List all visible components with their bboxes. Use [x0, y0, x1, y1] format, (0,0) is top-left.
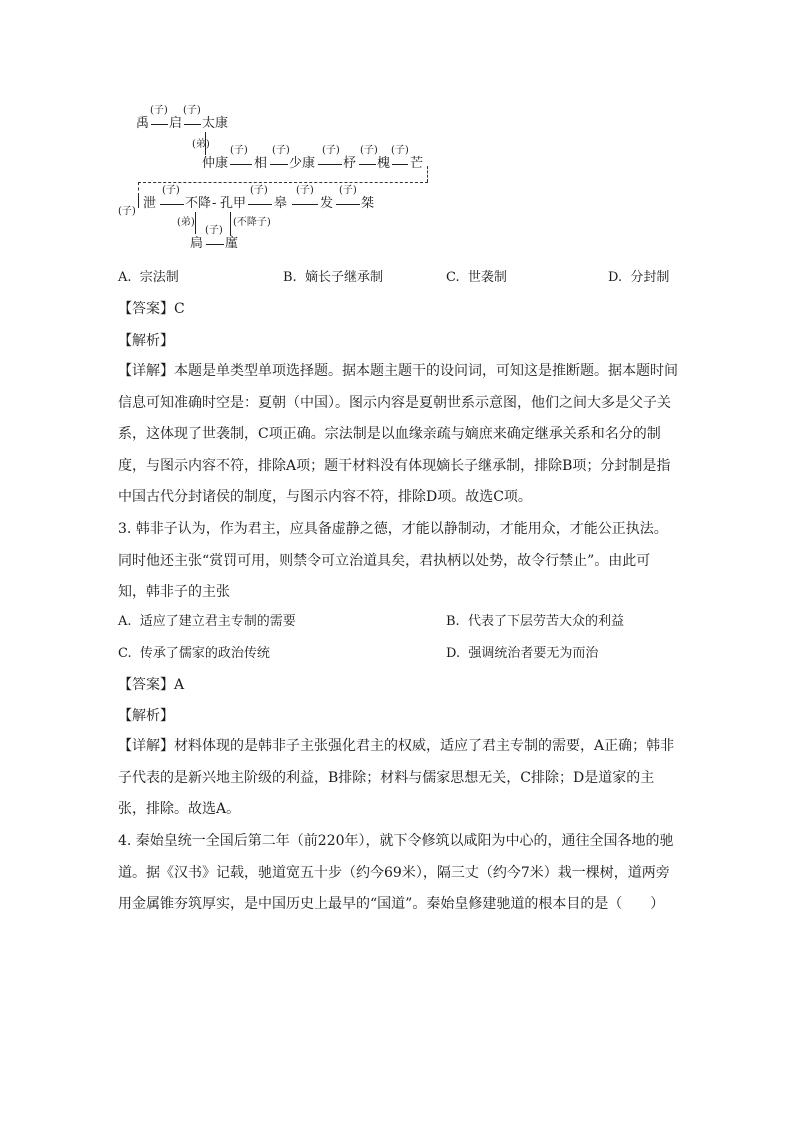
name-fa: 发: [320, 196, 334, 211]
label-son: (子): [150, 105, 168, 116]
option-letter: B.: [446, 614, 460, 629]
answer-tag: 【答案】: [118, 301, 174, 317]
q3-detail: 【详解】材料体现的是韩非子主张强化君主的权威，适应了君主专制的需要，A正确；韩非子代表的是新兴地主阶级的利益，B排除；材料与儒家思想无关，C排除；D是道家的主张，排除。故选A。: [118, 738, 675, 817]
answer-tag: 【答案】: [118, 677, 174, 693]
q2-option-c[interactable]: [446, 268, 507, 288]
q2-option-d[interactable]: [608, 268, 669, 288]
option-text: 嫡长子继承制: [304, 270, 383, 285]
option-letter: C.: [446, 270, 460, 285]
label-brother: (弟): [192, 139, 210, 150]
q2-option-b[interactable]: [283, 268, 383, 288]
option-letter: B.: [283, 270, 297, 285]
option-text: 宗法制: [139, 270, 179, 285]
q3-option-a[interactable]: [118, 612, 296, 632]
q3-option-c[interactable]: [118, 644, 270, 664]
name-shaokang: 少康: [289, 156, 316, 171]
label-son: (子): [296, 185, 314, 196]
label-son: (子): [230, 145, 248, 156]
xia-genealogy-diagram: [110, 100, 440, 260]
option-letter: A.: [118, 614, 132, 629]
dash-mark: -: [212, 196, 217, 211]
label-son: (子): [322, 145, 340, 156]
label-son: (子): [183, 105, 201, 116]
q3-answer: [118, 675, 184, 695]
option-letter: D.: [446, 646, 461, 661]
name-bujiang: 不降: [185, 196, 212, 211]
name-taikang: 太康: [202, 116, 229, 131]
q2-analysis-tag: 【解析】: [118, 333, 174, 349]
label-son: (子): [391, 145, 409, 156]
name-gao: 皋: [274, 196, 288, 211]
name-jie: 桀: [361, 196, 375, 211]
option-letter: C.: [118, 646, 132, 661]
option-text: 代表了下层劳苦大众的利益: [467, 614, 624, 629]
name-zhu: 杼: [343, 156, 357, 171]
option-text: 世袭制: [467, 270, 507, 285]
label-son: (子): [272, 145, 290, 156]
label-brother: (弟): [177, 217, 195, 228]
q3-analysis-tag: 【解析】: [118, 708, 174, 724]
option-text: 适应了建立君主专制的需要: [139, 614, 296, 629]
name-kongjia: 孔甲: [220, 196, 247, 211]
label-son: (子): [360, 145, 378, 156]
q3-option-b[interactable]: [446, 612, 624, 632]
option-text: 分封制: [630, 270, 670, 285]
name-yu: 禹: [136, 116, 150, 131]
answer-value: A: [174, 677, 185, 693]
label-son: (子): [250, 185, 268, 196]
name-huai: 槐: [377, 156, 391, 171]
label-son: (子): [205, 225, 223, 236]
name-jin: 廑: [225, 236, 239, 251]
name-mang: 芒: [410, 156, 424, 171]
name-xiang: 相: [254, 156, 268, 171]
option-text: 传承了儒家的政治传统: [139, 646, 270, 661]
option-letter: D.: [608, 270, 623, 285]
q3-stem: 3. 韩非子认为，作为君主，应具备虚静之德，才能以静制动，才能用众，才能公正执法。同时他还主张“赏罚可用，则禁令可立治道具矣，君执柄以处势，故令行禁止”。由此可知，韩非子的主张: [118, 521, 668, 600]
q2-detail: 【详解】本题是单类型单项选择题。据本题主题干的设问词，可知这是推断题。据本题时间信息可知准确时空是：夏朝（中国）。图示内容是夏朝世系示意图，他们之间大多是父子关系，这体现了世袭制，C项正确。宗法制是以血缘亲疏与嫡庶来确定继承关系和名分的制度，与图示内容不符，排除A项；题干材料没有体现嫡长子继承制，排除B项；分封制是指中国古代分封诸侯的制度，与图示内容不符，排除D项。故选C项。: [118, 363, 678, 505]
label-son: (子): [118, 206, 136, 217]
q4-stem: 4. 秦始皇统一全国后第二年（前220年），就下令修筑以咸阳为中心的，通往全国各地的驰道。据《汉书》记载，驰道宽五十步（约今69米），隔三丈（约今7米）栽一棵树，道两旁用金属锥夯筑厚实，是中国历史上最早的“国道”。秦始皇修建驰道的根本目的是（ ）: [118, 833, 674, 912]
label-son: (子): [162, 185, 180, 196]
option-letter: A.: [118, 270, 132, 285]
q3-option-d[interactable]: [446, 644, 598, 664]
name-zhongkang: 仲康: [202, 156, 229, 171]
option-text: 强调统治者要无为而治: [468, 646, 599, 661]
q2-option-a[interactable]: [118, 268, 179, 288]
name-jiong: 扃: [190, 236, 204, 251]
answer-value: C: [174, 301, 185, 317]
label-not-son: (不降子): [233, 217, 271, 228]
q2-answer: [118, 299, 185, 319]
label-son: (子): [339, 185, 357, 196]
name-xie: 泄: [143, 196, 157, 211]
name-qi: 启: [169, 116, 183, 131]
